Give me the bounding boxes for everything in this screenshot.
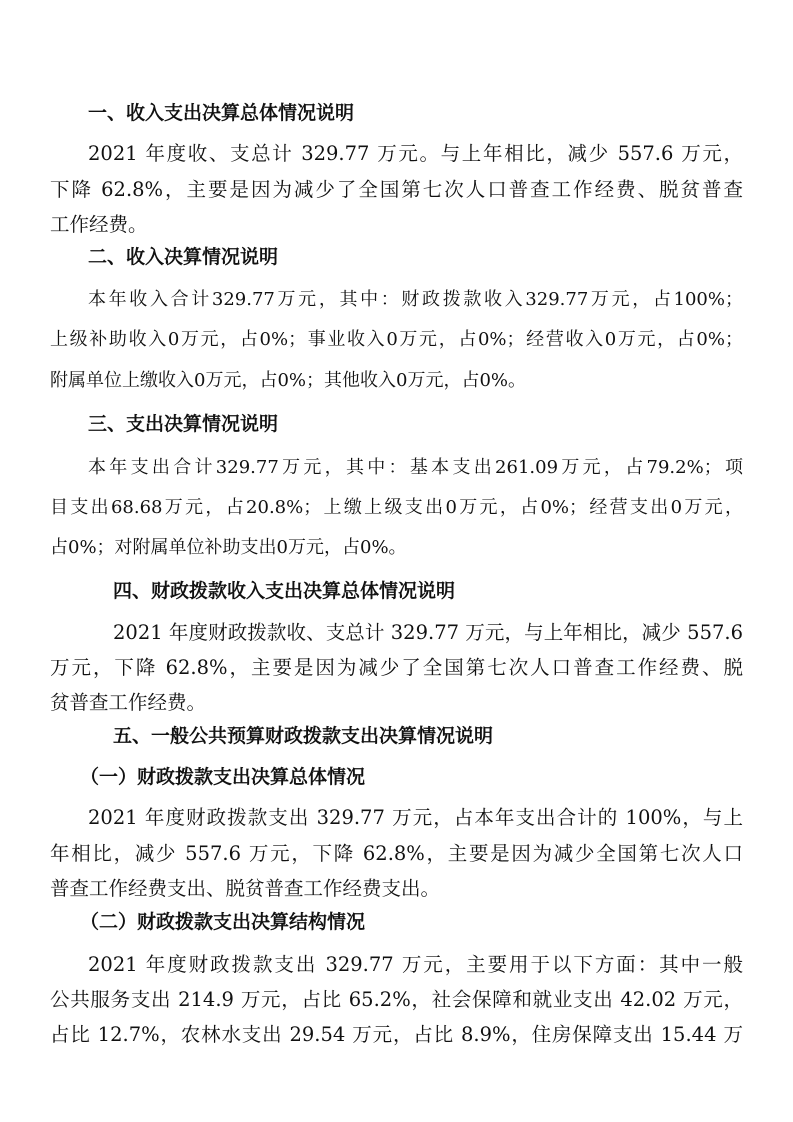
section-1-heading: 一、收入支出决算总体情况说明 <box>88 102 355 124</box>
section-3-line-1: 本年支出合计329.77万元，其中：基本支出261.09万元，占79.2%；项 <box>88 457 743 478</box>
section-4-heading: 四、财政拨款收入支出决算总体情况说明 <box>113 580 456 602</box>
section-3-line-2: 目支出68.68万元，占20.8%；上缴上级支出0万元，占0%；经营支出0万元， <box>50 497 743 518</box>
section-2-line-3: 附属单位上缴收入0万元，占0%；其他收入0万元，占0%。 <box>50 370 527 391</box>
section-3-heading: 三、支出决算情况说明 <box>88 413 279 435</box>
section-5-sub-1-heading: （一）财政拨款支出决算总体情况 <box>80 766 366 788</box>
section-5-sub-2-line-3: 占比 12.7%，农林水支出 29.54 万元，占比 8.9%，住房保障支出 15.44 万 <box>50 1023 743 1046</box>
section-3-line-3: 占0%；对附属单位补助支出0万元，占0%。 <box>50 537 407 558</box>
section-1-line-3: 工作经费。 <box>50 213 148 236</box>
section-2-line-2: 上级补助收入0万元，占0%；事业收入0万元，占0%；经营收入0万元，占0%； <box>50 329 743 350</box>
section-4-line-1: 2021 年度财政拨款收、支总计 329.77 万元，与上年相比，减少 557.6 <box>113 621 743 644</box>
section-4-line-2: 万元，下降 62.8%，主要是因为减少了全国第七次人口普查工作经费、脱 <box>50 656 743 679</box>
section-5-sub-1-line-1: 2021 年度财政拨款支出 329.77 万元，占本年支出合计的 100%，与上 <box>88 806 743 829</box>
section-2-heading: 二、收入决算情况说明 <box>88 246 279 268</box>
section-2-line-1: 本年收入合计329.77万元，其中：财政拨款收入329.77万元，占100%； <box>88 289 743 310</box>
section-5-sub-1-line-3: 普查工作经费支出、脱贫普查工作经费支出。 <box>50 877 441 900</box>
section-5-heading: 五、一般公共预算财政拨款支出决算情况说明 <box>113 725 494 747</box>
section-5-sub-2-heading: （二）财政拨款支出决算结构情况 <box>80 911 366 933</box>
section-5-sub-1-line-2: 年相比，减少 557.6 万元，下降 62.8%，主要是因为减少全国第七次人口 <box>50 842 743 865</box>
section-4-line-3: 贫普查工作经费。 <box>50 691 207 714</box>
section-5-sub-2-line-1: 2021 年度财政拨款支出 329.77 万元，主要用于以下方面：其中一般 <box>88 953 743 976</box>
section-1-line-1: 2021 年度收、支总计 329.77 万元。与上年相比，减少 557.6 万元， <box>88 142 743 165</box>
section-1-line-2: 下降 62.8%，主要是因为减少了全国第七次人口普查工作经费、脱贫普查 <box>50 178 743 201</box>
section-5-sub-2-line-2: 公共服务支出 214.9 万元，占比 65.2%，社会保障和就业支出 42.02 万元， <box>50 988 743 1011</box>
